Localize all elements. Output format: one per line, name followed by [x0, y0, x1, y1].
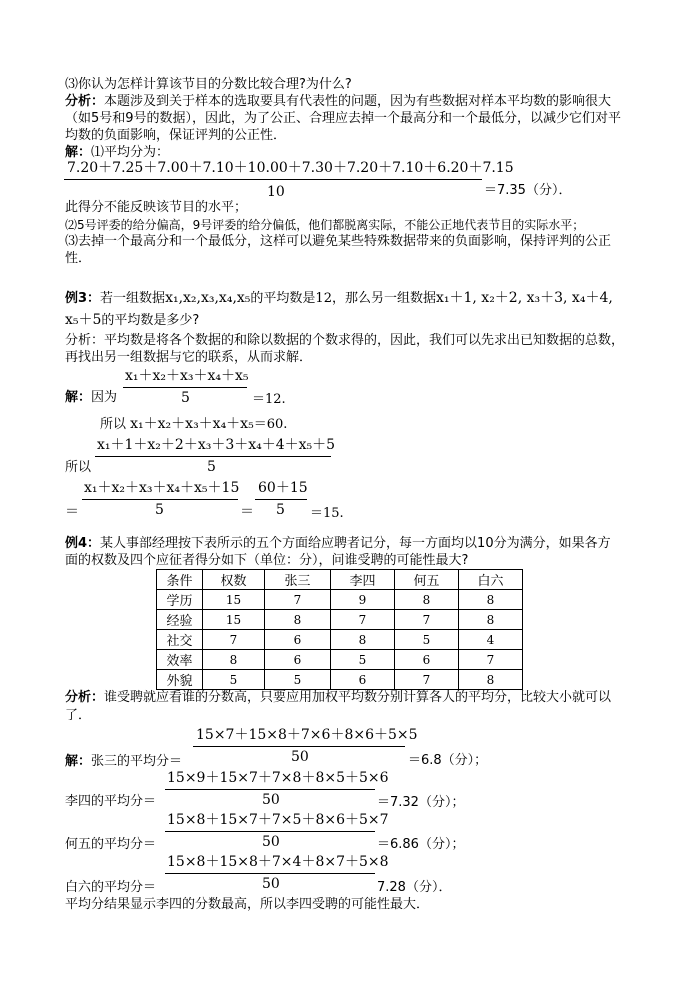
ex3-frac4-denominator: 5	[276, 502, 285, 518]
table-cell: 8	[265, 610, 331, 630]
ex3-frac1-denominator: 5	[181, 390, 190, 406]
table-cell: 经验	[157, 610, 203, 630]
table-cell: 效率	[157, 650, 203, 670]
table-cell: 8	[459, 590, 523, 610]
solution-1-part-2: ⑵5号评委的给分偏高，9号评委的给分偏低，他们都脱离实际，不能公正地代表节目的实际水平；	[65, 218, 585, 232]
table-cell: 8	[459, 610, 523, 630]
table-header: 何五	[395, 570, 459, 590]
bai-result: 7.28（分）．	[377, 880, 452, 895]
table-header: 白六	[459, 570, 523, 590]
fraction-bar	[95, 456, 331, 457]
ex3-so2: 所以	[65, 460, 92, 475]
fraction-bar	[165, 789, 375, 790]
ex3-frac2-denominator: 5	[207, 459, 216, 475]
table-header: 权数	[203, 570, 265, 590]
example-4-question-line-1: 例4：某人事部经理按下表所示的五个方面给应聘者记分，每一方面均以10分为满分，如果各方	[65, 536, 611, 551]
bai-denominator: 50	[262, 876, 280, 892]
he-numerator: 15×8＋15×7＋7×5＋8×6＋5×7	[167, 812, 389, 828]
table-cell: 7	[395, 610, 459, 630]
solution-1-part-3-line-2: 性．	[65, 251, 92, 266]
table-cell: 社交	[157, 630, 203, 650]
solution-1-conclusion: 此得分不能反映该节目的水平；	[65, 200, 248, 215]
table-cell: 7	[331, 610, 395, 630]
average-result: ＝7.35（分）．	[484, 183, 572, 198]
table-cell: 7	[203, 630, 265, 650]
table-cell: 7	[459, 650, 523, 670]
table-cell: 4	[459, 630, 523, 650]
table-cell: 6	[331, 670, 395, 690]
table-cell: 8	[203, 650, 265, 670]
example-4-question-line-2: 面的权数及四个应征者得分如下（单位：分），问谁受聘的可能性最大?	[65, 553, 469, 568]
table-cell: 6	[395, 650, 459, 670]
ex3-frac4-numerator: 60＋15	[258, 480, 308, 496]
ex3-equals-2: ＝	[240, 504, 254, 520]
solution-1-part-3-line-1: ⑶去掉一个最高分和一个最低分，这样可以避免某些特殊数据带来的负面影响，保持评判的公正	[65, 234, 612, 249]
fraction-bar	[165, 831, 375, 832]
ex3-sum-line: 所以 x₁＋x₂＋x₃＋x₄＋x₅＝60.	[100, 416, 288, 432]
fraction-bar	[82, 499, 238, 500]
fraction-bar	[165, 873, 375, 874]
table-header: 张三	[265, 570, 331, 590]
analysis-label: 分析：	[65, 94, 105, 109]
table-row	[157, 590, 523, 610]
he-label: 何五的平均分＝	[65, 837, 157, 852]
ex3-frac2-numerator: x₁＋1＋x₂＋2＋x₃＋3＋x₄＋4＋x₅＋5	[97, 437, 336, 453]
ex3-final-result: ＝15.	[310, 506, 344, 521]
zhang-result: ＝6.8（分）；	[408, 753, 488, 768]
zhang-label: 解：张三的平均分＝	[65, 754, 183, 769]
table-cell: 6	[265, 650, 331, 670]
question-3: ⑶你认为怎样计算该节目的分数比较合理?为什么?	[65, 77, 352, 92]
table-cell: 9	[331, 590, 395, 610]
table-cell: 5	[395, 630, 459, 650]
fraction-bar	[64, 179, 482, 180]
ex3-frac3-denominator: 5	[155, 502, 164, 518]
ex3-equals: ＝	[65, 504, 79, 520]
ex3-because: 解：因为	[65, 390, 118, 405]
table-header-row	[157, 570, 523, 590]
table-cell: 8	[459, 670, 523, 690]
table-cell: 8	[331, 630, 395, 650]
ex3-frac1-result: ＝12.	[252, 392, 286, 407]
example-3-analysis-line-2: 再找出另一组数据与它的联系，从而求解．	[65, 350, 313, 365]
analysis-1-line-1: 分析：本题涉及到关于样本的选取要具有代表性的问题，因为有些数据对样本平均数的影响很大	[65, 94, 612, 109]
solution-1-intro: 解：⑴平均分为：	[65, 145, 170, 160]
table-header: 条件	[157, 570, 203, 590]
table-cell: 5	[203, 670, 265, 690]
example-4-conclusion: 平均分结果显示李四的分数最高，所以李四受聘的可能性最大．	[65, 897, 430, 912]
li-denominator: 50	[262, 792, 280, 808]
table-cell: 5	[331, 650, 395, 670]
table-header: 李四	[331, 570, 395, 590]
table-cell: 7	[265, 590, 331, 610]
score-table	[156, 569, 523, 690]
table-cell: 15	[203, 590, 265, 610]
table-row	[157, 630, 523, 650]
ex3-frac3-numerator: x₁＋x₂＋x₃＋x₄＋x₅＋15	[84, 480, 240, 496]
table-cell: 学历	[157, 590, 203, 610]
bai-label: 白六的平均分＝	[65, 880, 157, 895]
example-4-analysis-line-2: 了．	[65, 708, 92, 723]
table-row	[157, 610, 523, 630]
analysis-1-line-3: 均数的负面影响，保证评判的公正性．	[65, 128, 287, 143]
he-result: ＝6.86（分）；	[377, 837, 465, 852]
table-cell: 外貌	[157, 670, 203, 690]
average-denominator: 10	[267, 184, 285, 200]
fraction-bar	[255, 499, 307, 500]
bai-numerator: 15×8＋15×8＋7×4＋8×7＋5×8	[167, 854, 389, 870]
zhang-denominator: 50	[291, 749, 309, 765]
ex3-frac1-numerator: x₁＋x₂＋x₃＋x₄＋x₅	[125, 368, 249, 384]
example-4-analysis-line-1: 分析：谁受聘就应看谁的分数高，只要应用加权平均数分别计算各人的平均分，比较大小就可以	[65, 690, 612, 705]
example-3-question-cont: x₅＋5的平均数是多少?	[65, 312, 200, 328]
table-cell: 6	[265, 630, 331, 650]
zhang-numerator: 15×7＋15×8＋7×6＋8×6＋5×5	[196, 727, 418, 743]
average-numerator: 7.20＋7.25＋7.00＋7.10＋10.00＋7.30＋7.20＋7.10＋6.20＋7.15	[67, 160, 514, 176]
li-label: 李四的平均分＝	[65, 794, 157, 809]
table-cell: 15	[203, 610, 265, 630]
table-cell: 7	[395, 670, 459, 690]
li-numerator: 15×9＋15×7＋7×8＋8×5＋5×6	[167, 770, 389, 786]
example-3-analysis-line-1: 分析：平均数是将各个数据的和除以数据的个数求得的，因此，我们可以先求出已知数据的总数，	[65, 333, 625, 348]
example-3-question: 例3：若一组数据x₁,x₂,x₃,x₄,x₅的平均数是12，那么另一组数据x₁＋1, x₂＋2, x₃＋3, x₄＋4,	[65, 290, 613, 306]
li-result: ＝7.32（分）；	[377, 795, 465, 810]
fraction-bar	[193, 746, 405, 747]
table-cell: 8	[395, 590, 459, 610]
fraction-bar	[123, 387, 247, 388]
analysis-1-line-2: （如5号和9号的数据），因此，为了公正、合理应去掉一个最高分和一个最低分，以减少它们对平	[65, 111, 622, 126]
table-row	[157, 670, 523, 690]
table-row	[157, 650, 523, 670]
he-denominator: 50	[262, 834, 280, 850]
table-cell: 5	[265, 670, 331, 690]
